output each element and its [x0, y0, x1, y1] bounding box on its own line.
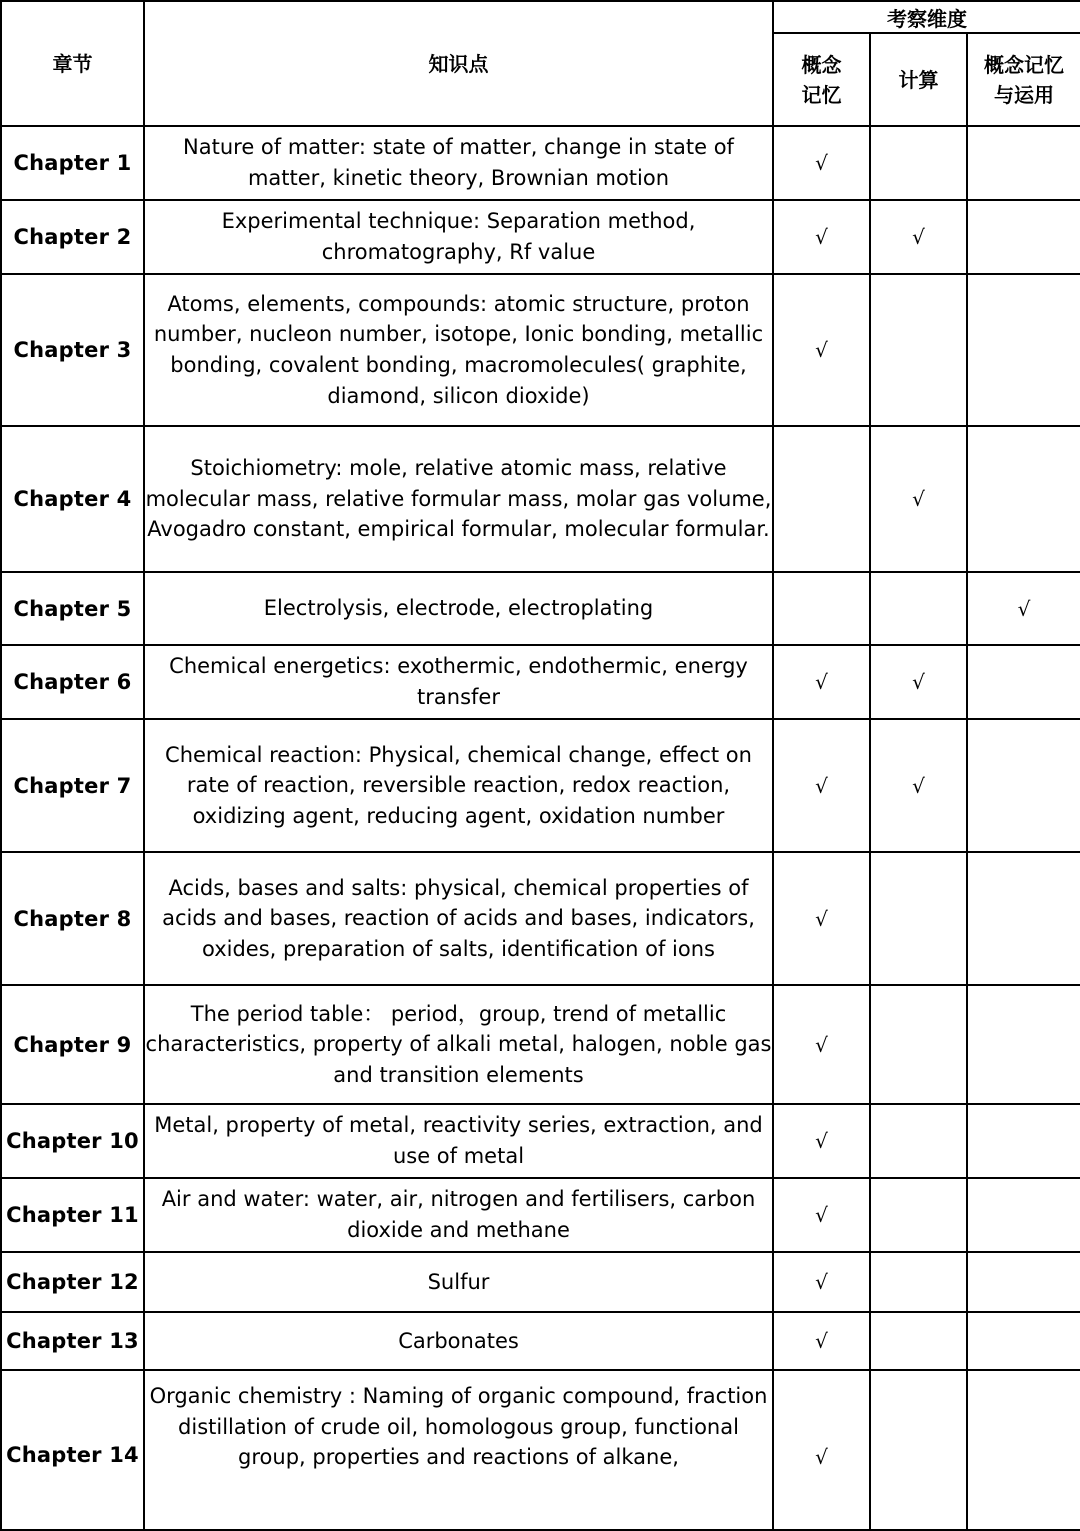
chapter-cell: Chapter 6: [1, 645, 144, 719]
chapter-cell: Chapter 10: [1, 1104, 144, 1178]
topic-cell: Carbonates: [144, 1312, 773, 1370]
header-concept-memory: [773, 33, 870, 126]
table-row: [1, 1178, 1080, 1252]
chapter-cell: Chapter 1: [1, 126, 144, 200]
concept-application-mark: √: [967, 572, 1080, 645]
calculation-mark: √: [870, 645, 967, 719]
calculation-mark: √: [870, 426, 967, 572]
header-chapter: 章节: [1, 1, 144, 126]
concept-application-mark: [967, 645, 1080, 719]
topic-cell: Nature of matter: state of matter, change in state of matter, kinetic theory, Brownian motion: [144, 126, 773, 200]
table-row: [1, 1104, 1080, 1178]
concept-memory-mark: √: [773, 719, 870, 852]
header-calculation: [870, 33, 967, 126]
concept-application-mark: [967, 1104, 1080, 1178]
topic-cell: Air and water: water, air, nitrogen and fertilisers, carbon dioxide and methane: [144, 1178, 773, 1252]
calculation-mark: [870, 1178, 967, 1252]
calculation-mark: √: [870, 719, 967, 852]
concept-memory-mark: [773, 572, 870, 645]
table-row: [1, 426, 1080, 572]
topic-cell: Metal, property of metal, reactivity series, extraction, and use of metal: [144, 1104, 773, 1178]
chapter-cell: Chapter 7: [1, 719, 144, 852]
table-row: [1, 274, 1080, 426]
calculation-mark: [870, 126, 967, 200]
concept-application-mark: [967, 1370, 1080, 1530]
chapter-cell: Chapter 13: [1, 1312, 144, 1370]
calculation-mark: [870, 274, 967, 426]
calculation-mark: [870, 852, 967, 985]
table-row: [1, 985, 1080, 1104]
topic-cell: Chemical reaction: Physical, chemical change, effect on rate of reaction, reversible reaction, redox reaction, oxidizing agent, reducing agent, oxidation number: [144, 719, 773, 852]
calculation-mark: [870, 985, 967, 1104]
concept-memory-mark: √: [773, 1104, 870, 1178]
concept-memory-mark: √: [773, 1370, 870, 1530]
concept-memory-mark: √: [773, 1178, 870, 1252]
concept-application-mark: [967, 1178, 1080, 1252]
calculation-mark: √: [870, 200, 967, 274]
chapter-cell: Chapter 4: [1, 426, 144, 572]
table-row: [1, 852, 1080, 985]
concept-memory-mark: √: [773, 985, 870, 1104]
topic-cell: The period table： period，group, trend of metallic characteristics, property of alkali metal, halogen, noble gas and transition elements: [144, 985, 773, 1104]
topic-cell: Organic chemistry : Naming of organic compound, fraction distillation of crude oil, homologous group, functional group, properties and reactions of alkane,: [144, 1370, 773, 1530]
table-row: [1, 572, 1080, 645]
chapter-cell: Chapter 2: [1, 200, 144, 274]
topic-cell: Experimental technique: Separation method, chromatography, Rf value: [144, 200, 773, 274]
table-row: [1, 126, 1080, 200]
topic-cell: Atoms, elements, compounds: atomic structure, proton number, nucleon number, isotope, Ionic bonding, metallic bonding, covalent bonding, macromolecules( graphite, diamond, silicon dioxide): [144, 274, 773, 426]
calculation-mark: [870, 1252, 967, 1312]
chapter-cell: Chapter 3: [1, 274, 144, 426]
header-concept-application-label: 概念记忆 与运用: [984, 52, 1064, 107]
concept-application-mark: [967, 985, 1080, 1104]
topic-cell: Acids, bases and salts: physical, chemical properties of acids and bases, reaction of acids and bases, indicators, oxides, preparation of salts, identification of ions: [144, 852, 773, 985]
concept-application-mark: [967, 719, 1080, 852]
table-row: [1, 200, 1080, 274]
calculation-mark: [870, 1104, 967, 1178]
chapter-cell: Chapter 12: [1, 1252, 144, 1312]
table-row: [1, 1312, 1080, 1370]
concept-application-mark: [967, 1252, 1080, 1312]
concept-application-mark: [967, 200, 1080, 274]
concept-memory-mark: √: [773, 1312, 870, 1370]
topic-cell: Stoichiometry: mole, relative atomic mass, relative molecular mass, relative formular mass, molar gas volume, Avogadro constant, empirical formular, molecular formular.: [144, 426, 773, 572]
concept-memory-mark: [773, 426, 870, 572]
header-concept-application: [967, 33, 1080, 126]
header-dimension-group: 考察维度: [773, 1, 1080, 33]
chapter-cell: Chapter 9: [1, 985, 144, 1104]
header-knowledge-point: 知识点: [144, 1, 773, 126]
table-row: [1, 645, 1080, 719]
concept-memory-mark: √: [773, 274, 870, 426]
topic-cell: Electrolysis, electrode, electroplating: [144, 572, 773, 645]
calculation-mark: [870, 1370, 967, 1530]
header-calculation-label: 计算: [898, 67, 939, 92]
chapter-cell: Chapter 11: [1, 1178, 144, 1252]
concept-memory-mark: √: [773, 126, 870, 200]
header-concept-memory-label: 概念 记忆: [801, 52, 842, 107]
topic-cell: Chemical energetics: exothermic, endothermic, energy transfer: [144, 645, 773, 719]
concept-application-mark: [967, 1312, 1080, 1370]
chapter-cell: Chapter 5: [1, 572, 144, 645]
table-row: [1, 719, 1080, 852]
concept-memory-mark: √: [773, 645, 870, 719]
concept-memory-mark: √: [773, 1252, 870, 1312]
topic-cell: Sulfur: [144, 1252, 773, 1312]
calculation-mark: [870, 572, 967, 645]
concept-application-mark: [967, 852, 1080, 985]
concept-memory-mark: √: [773, 852, 870, 985]
chapter-cell: Chapter 14: [1, 1370, 144, 1530]
concept-application-mark: [967, 426, 1080, 572]
table-row: [1, 1252, 1080, 1312]
concept-memory-mark: √: [773, 200, 870, 274]
concept-application-mark: [967, 126, 1080, 200]
table-row: [1, 1370, 1080, 1530]
calculation-mark: [870, 1312, 967, 1370]
chapter-cell: Chapter 8: [1, 852, 144, 985]
concept-application-mark: [967, 274, 1080, 426]
